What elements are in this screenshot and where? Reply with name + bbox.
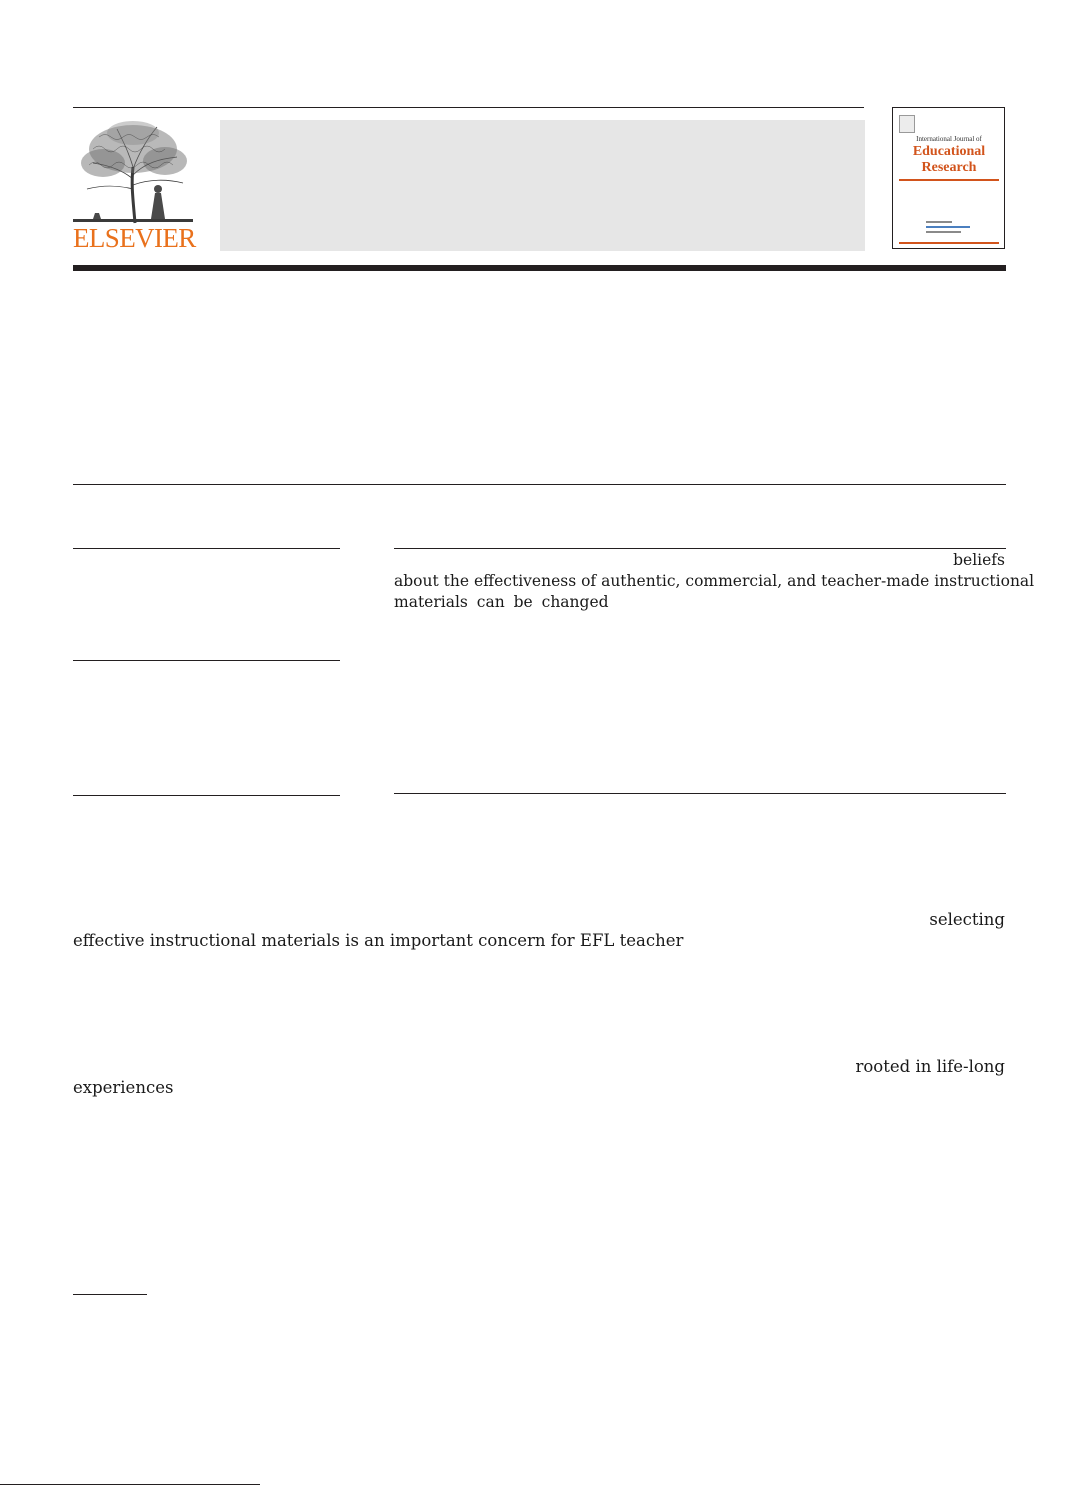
article-info-rule-3: [73, 795, 340, 796]
journal-cover: [892, 107, 1005, 249]
journal-masthead: [220, 120, 865, 251]
publisher-name: ELSEVIER: [73, 223, 196, 253]
cover-title-line-2: Research: [921, 160, 977, 175]
intro-p2-line-2: experiences: [73, 1078, 174, 1097]
bottom-rule: [0, 1484, 260, 1485]
article-info-rule-1: [73, 548, 340, 549]
elsevier-emblem-icon: [899, 115, 915, 133]
tree-icon: [73, 119, 193, 227]
abstract-line-1: beliefs: [953, 551, 1005, 569]
elsevier-logo: [73, 119, 195, 253]
header-top-rule: [73, 107, 864, 108]
intro-p1-line-1: selecting: [929, 910, 1005, 929]
abstract-line-2: about the effectiveness of authentic, commercial, and teacher-made instructional: [394, 572, 1035, 590]
title-block-rule: [73, 484, 1006, 485]
intro-p2-line-1: rooted in life-long: [855, 1057, 1005, 1076]
cover-title: [895, 144, 1003, 176]
article-info-rule-2: [73, 660, 340, 661]
footnote-rule: [73, 1294, 147, 1295]
cover-accent-bar-bottom: [899, 242, 999, 244]
abstract-rule-top: [394, 548, 1006, 549]
sciencedirect-logo-icon: [926, 221, 970, 236]
cover-accent-bar: [899, 179, 999, 181]
intro-p1-line-2: effective instructional materials is an important concern for EFL teacher: [73, 931, 684, 950]
cover-kicker: International Journal of: [916, 135, 982, 143]
header-thick-rule: [73, 265, 1006, 271]
abstract-line-3: materials can be changed: [394, 593, 609, 611]
abstract-rule-bottom: [394, 793, 1006, 794]
cover-title-line-1: Educational: [912, 144, 986, 159]
